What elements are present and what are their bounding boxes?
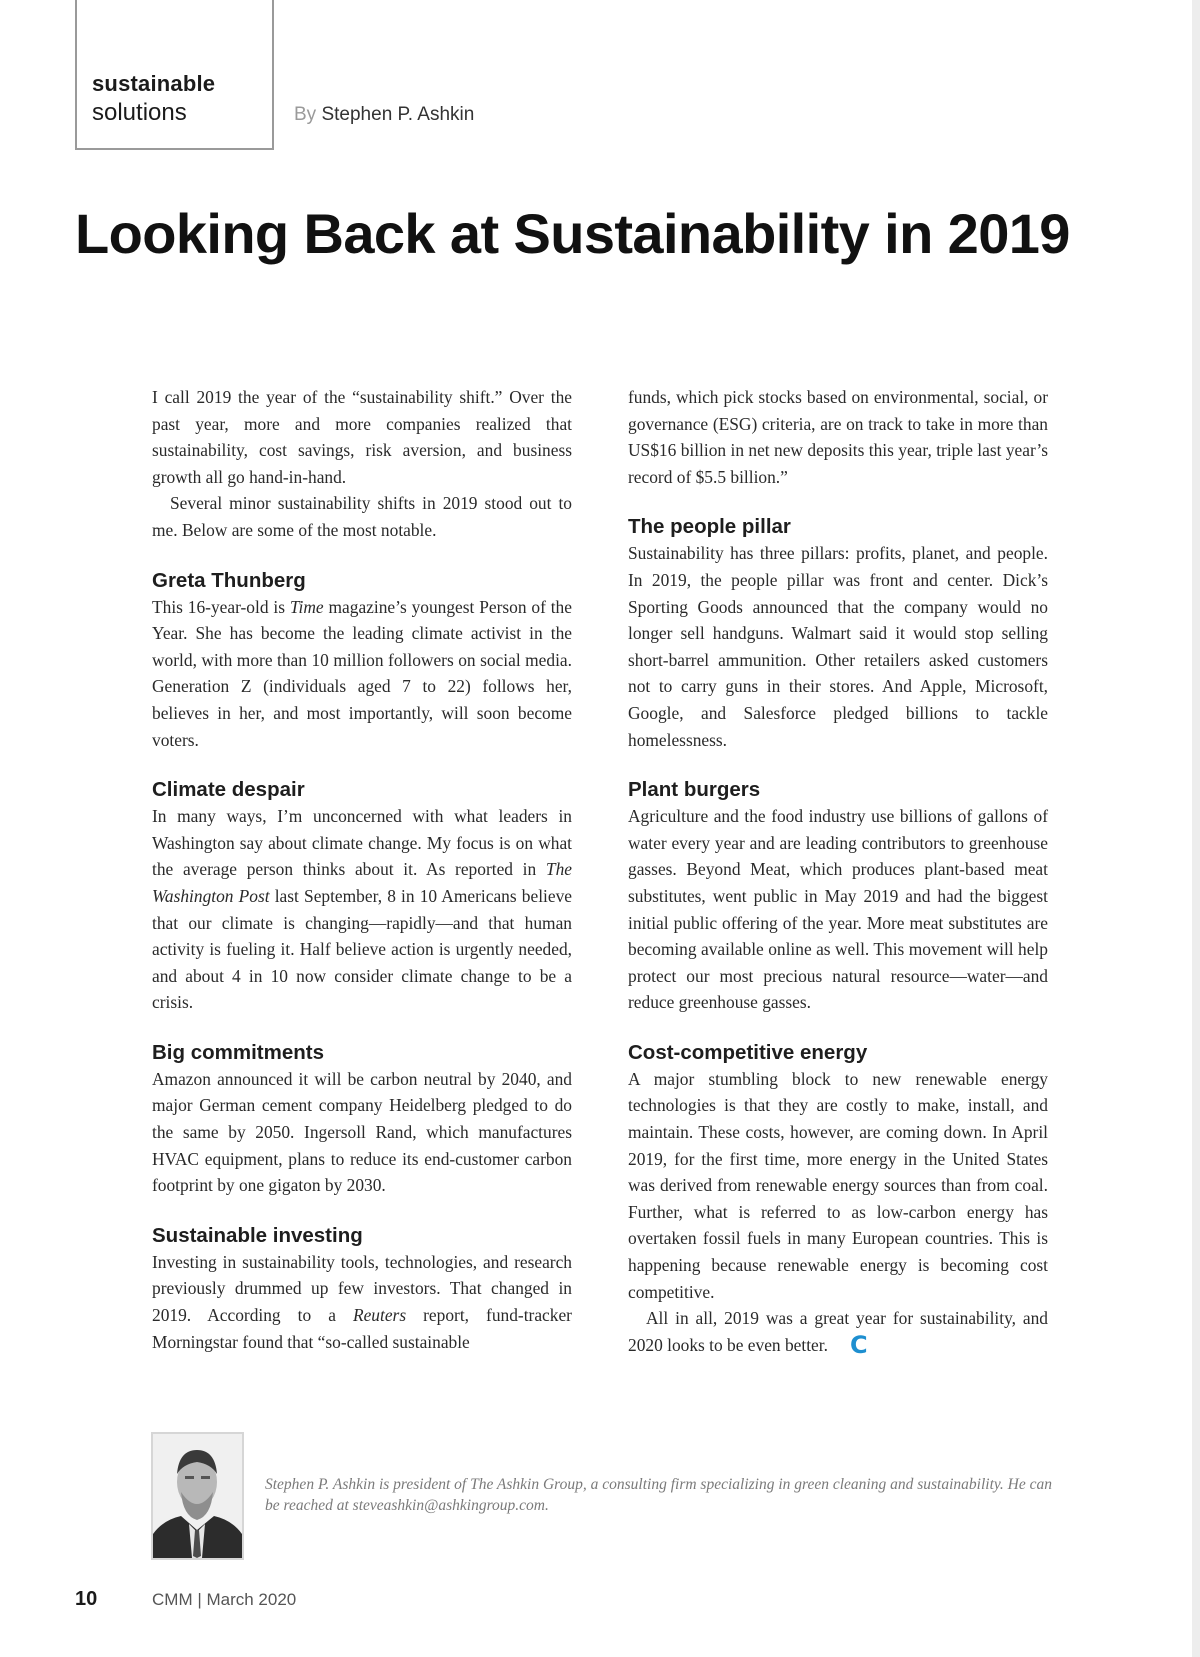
section-heading-climate-despair: Climate despair (152, 778, 305, 802)
despair-text-b: last September, 8 in 10 Americans believe that our climate is changing—rapidly—and that human activity is fueling it. Half believe action is urgently needed, and about 4 in 10 now consider climate change to be a crisis. (152, 885, 572, 1013)
energy-paragraph: A major stumbling block to new renewable energy technologies is that they are costly to make, install, and maintain. These costs, however, are coming down. In April 2019, for the first time, more energy in the United States was derived from renewable energy sources than from coal. Further, what is referred to as low-carbon energy has overtaken fossil fuels in many European countries. This is happening because renewable energy is becoming cost competitive. (628, 1068, 1048, 1302)
investing-text-em: Reuters (352, 1305, 407, 1326)
byline-prefix: By (294, 104, 317, 125)
section-heading-cost-competitive-energy: Cost-competitive energy (628, 1040, 868, 1064)
section-heading-sustainable-investing: Sustainable investing (152, 1223, 363, 1247)
section-heading-plant-burgers: Plant burgers (628, 778, 761, 802)
byline (294, 104, 474, 126)
section-heading-big-commitments: Big commitments (152, 1040, 324, 1064)
despair-text-a: In many ways, I’m unconcerned with what leaders in Washington say about climate change. My focus is on what the average person thinks about it. As reported in (152, 806, 572, 880)
author-portrait-image (153, 1434, 242, 1558)
publication-footer: CMM | March 2020 (152, 1590, 297, 1609)
people-paragraph: Sustainability has three pillars: profits, planet, and people. In 2019, the people pillar was front and center. Dick’s Sporting Goods announced that the company would no longer sell handguns. Walmart said it would stop selling short-barrel ammunition. Other retailers asked customers not to carry guns in their stores. And Apple, Microsoft, Google, and Salesforce pledged billions to tackle homelessness. (628, 543, 1048, 750)
section-heading-people-pillar: The people pillar (628, 515, 791, 539)
closing-paragraph (628, 1305, 1048, 1358)
section-label-secondary: solutions (92, 99, 187, 126)
author-bio: Stephen P. Ashkin is president of The Ashkin Group, a consulting firm specializing in green cleaning and sustainability. He can be reached at steveashkin@ashkingroup.com. (265, 1476, 1052, 1514)
greta-paragraph (152, 594, 572, 754)
greta-text-a: This 16-year-old is (152, 596, 290, 617)
investing-continuation: funds, which pick stocks based on environmental, social, or governance (ESG) criteria, are on track to take in more than US$16 billion in net new deposits this year, triple last year’s record of $5.5 billion.” (628, 387, 1048, 487)
investing-text-b: report, fund-tracker Morningstar found that “so-called sustainable (152, 1305, 572, 1352)
section-heading-greta: Greta Thunberg (152, 568, 306, 592)
closing-text: All in all, 2019 was a great year for sustainability, and 2020 looks to be even better. (628, 1308, 1048, 1355)
byline-author: Stephen P. Ashkin (321, 104, 475, 125)
greta-text-b: magazine’s youngest Person of the Year. She has become the leading climate activist in the world, with more than 10 million followers on social media. Generation Z (individuals aged 7 to 22) follows her, believes in her, and most importantly, will soon become voters. (152, 596, 572, 750)
despair-paragraph (152, 803, 572, 1016)
section-label-primary: sustainable (92, 71, 216, 96)
investing-paragraph (152, 1249, 572, 1355)
commitments-paragraph: Amazon announced it will be carbon neutral by 2040, and major German cement company Heidelberg pledged to do the same by 2050. Ingersoll Rand, which manufactures HVAC equipment, plans to reduce its end-customer carbon footprint by one gigaton by 2030. (152, 1068, 572, 1196)
author-photo (151, 1432, 244, 1560)
page-edge (1192, 0, 1200, 1657)
intro-paragraph-2: Several minor sustainability shifts in 2019 stood out to me. Below are some of the most notable. (152, 493, 572, 540)
burgers-paragraph: Agriculture and the food industry use billions of gallons of water every year and are leading contributors to greenhouse gasses. Beyond Meat, which produces plant-based meat substitutes, went public in May 2019 and had the biggest initial public offering of the year. More meat substitutes are becoming available online as well. This movement will help protect our most precious natural resource—water—and reduce greenhouse gasses. (628, 806, 1048, 1013)
investing-text-a: Investing in sustainability tools, technologies, and research previously drummed up few investors. That changed in 2019. According to a (152, 1251, 572, 1326)
greta-text-em: Time (289, 596, 324, 617)
page-number: 10 (75, 1588, 98, 1610)
article-headline: Looking Back at Sustainability in 2019 (75, 202, 1070, 265)
end-mark-icon: C (849, 1330, 868, 1359)
left-column (152, 384, 572, 1355)
intro-paragraph: I call 2019 the year of the “sustainability shift.” Over the past year, more and more companies realized that sustainability, cost savings, risk aversion, and business growth all go hand-in-hand. (152, 387, 572, 487)
right-column (628, 384, 1048, 1358)
despair-text-em: The Washington Post (152, 859, 572, 906)
